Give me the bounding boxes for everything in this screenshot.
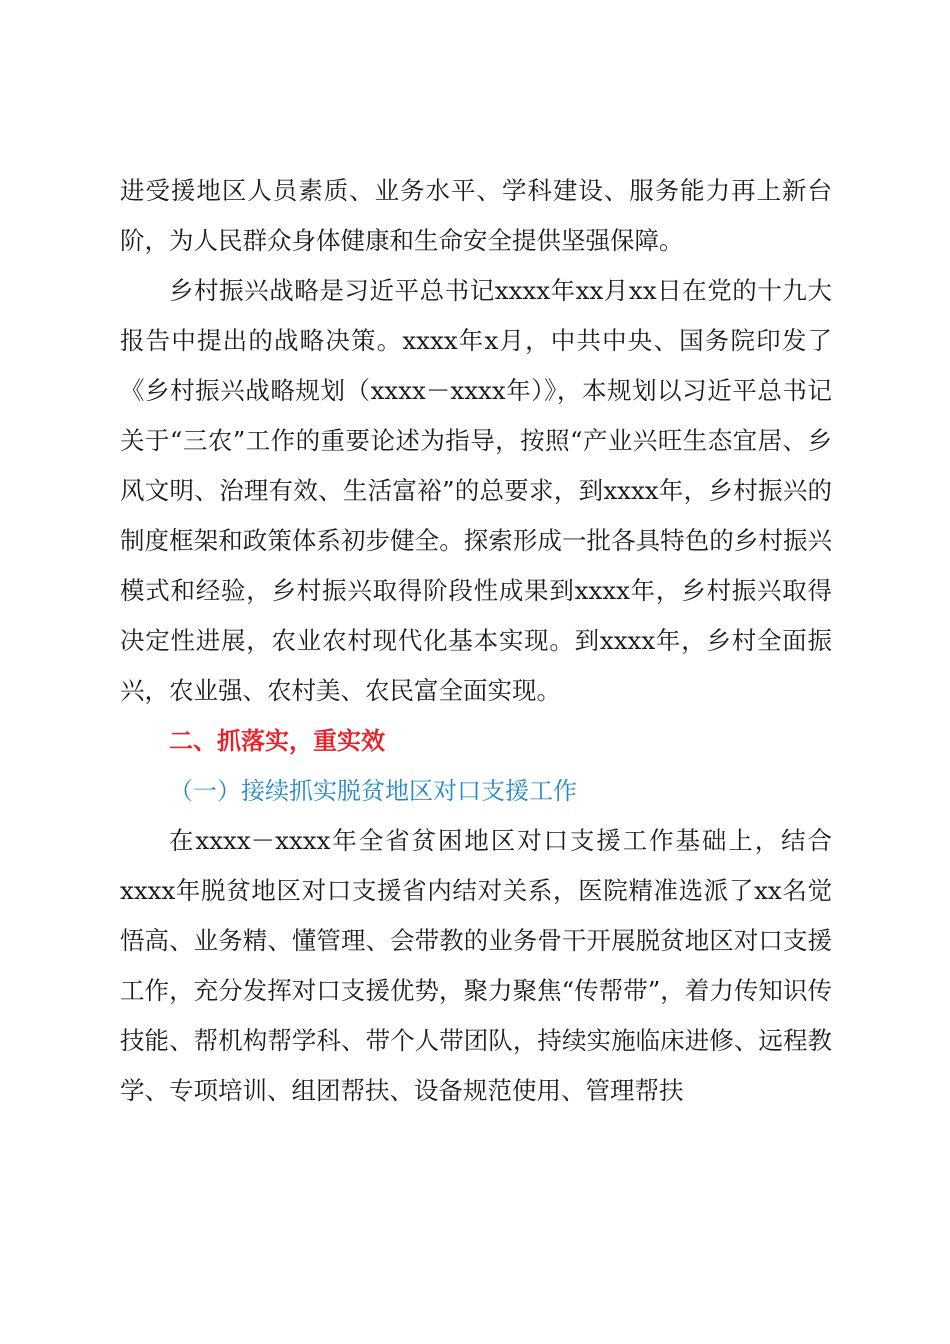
document-body: [120, 166, 832, 1116]
subsection-heading: （一）接续抓实脱贫地区对口支援工作: [169, 777, 577, 805]
paragraph-rural-revitalization: 乡村振兴战略是习近平总书记xxxx年xx月xx日在党的十九大报告中提出的战略决策。xxxx年x月，中共中央、国务院印发了《乡村振兴战略规划（xxxx－xxxx年）》，本规划以习近平总书记关于“三农”工作的重要论述为指导，按照“产业兴旺生态宜居、乡风文明、治理有效、生活富裕”的总要求，到xxxx年，乡村振兴的制度框架和政策体系初步健全。探索形成一批各具特色的乡村振兴模式和经验，乡村振兴取得阶段性成果到xxxx年，乡村振兴取得决定性进展，农业农村现代化基本实现。到xxxx年，乡村全面振兴，农业强、农村美、农民富全面实现。: [120, 276, 832, 705]
section-heading: 二、抓落实，重实效: [169, 727, 385, 755]
paragraph-continuation: 进受援地区人员素质、业务水平、学科建设、服务能力再上新台阶，为人民群众身体健康和生命安全提供坚强保障。: [120, 176, 832, 255]
paragraph-assistance-work: 在xxxx－xxxx年全省贫困地区对口支援工作基础上，结合xxxx年脱贫地区对口支援省内结对关系，医院精准选派了xx名觉悟高、业务精、懂管理、会带教的业务骨干开展脱贫地区对口支援工作，充分发挥对口支援优势，聚力聚焦“传帮带”，着力传知识传技能、帮机构帮学科、带个人带团队，持续实施临床进修、远程教学、专项培训、组团帮扶、设备规范使用、管理帮扶: [120, 826, 832, 1105]
